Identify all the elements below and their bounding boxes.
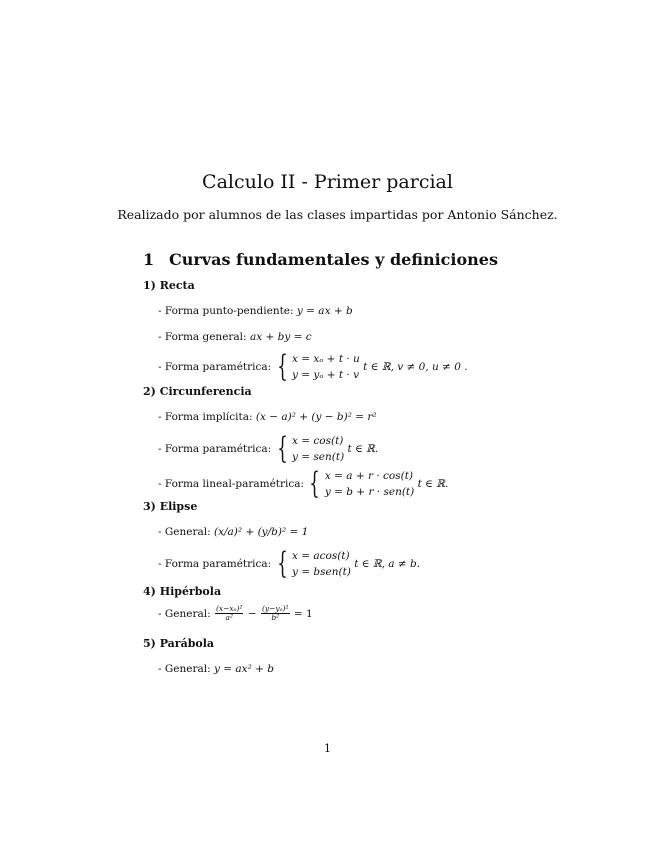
circ-param-line-1: x = cos(t) xyxy=(291,435,344,447)
circ-param-condition: t ∈ ℝ. xyxy=(347,443,379,455)
recta-punto-equation: y = ax + b xyxy=(296,305,353,317)
elipse-general-equation: (x/a)² + (y/b)² = 1 xyxy=(213,526,309,538)
recta-general-equation: ax + by = c xyxy=(249,331,312,343)
page-number: 1 xyxy=(324,742,331,755)
circ-lineal-system xyxy=(325,468,414,500)
left-brace-icon: { xyxy=(276,431,288,466)
left-brace-icon: { xyxy=(309,466,321,501)
hiperbola-frac-y-numerator: (y−yₒ)² xyxy=(261,604,289,613)
circ-param-system xyxy=(292,433,344,465)
recta-heading: 1) Recta xyxy=(143,279,195,292)
circ-lineal-line-2: y = b + r · sen(t) xyxy=(324,486,415,498)
section-title: Curvas fundamentales y definiciones xyxy=(169,250,498,269)
hiperbola-general-label: - General: xyxy=(158,607,211,620)
section-heading xyxy=(143,250,498,269)
elipse-general-label: - General: xyxy=(158,526,211,538)
hiperbola-general-rhs: = 1 xyxy=(293,607,313,620)
circ-param-line-2: y = sen(t) xyxy=(291,451,345,463)
parabola-general-label: - General: xyxy=(158,663,211,675)
parabola-heading: 5) Parábola xyxy=(143,637,215,650)
parabola-general xyxy=(158,663,274,675)
elipse-heading: 3) Elipse xyxy=(143,500,198,513)
recta-param-condition: t ∈ ℝ, v ≠ 0, u ≠ 0 . xyxy=(363,361,468,373)
hiperbola-fraction-y xyxy=(261,605,290,622)
hiperbola-general xyxy=(158,605,313,622)
circ-lineal-parametrica xyxy=(158,468,448,500)
hiperbola-frac-x-denominator: a² xyxy=(225,613,233,622)
circ-lineal-condition: t ∈ ℝ. xyxy=(417,478,449,490)
recta-parametrica xyxy=(158,351,468,383)
circ-implicita xyxy=(158,411,377,423)
section-number: 1 xyxy=(143,250,155,269)
elipse-param-line-1: x = acos(t) xyxy=(291,550,350,562)
left-brace-icon: { xyxy=(276,546,288,581)
recta-param-system xyxy=(292,351,360,383)
circ-lineal-label: - Forma lineal-paramétrica: xyxy=(158,478,305,490)
left-brace-icon: { xyxy=(276,349,288,384)
recta-punto-pendiente xyxy=(158,305,353,317)
circ-heading: 2) Circunferencia xyxy=(143,385,252,398)
hiperbola-frac-y-denominator: b² xyxy=(271,613,280,622)
recta-general-label: - Forma general: xyxy=(158,331,247,343)
parabola-general-equation: y = ax² + b xyxy=(213,663,274,675)
elipse-parametrica xyxy=(158,548,420,580)
circ-implicit-label: - Forma implícita: xyxy=(158,411,253,423)
recta-param-line-2: y = yₒ + t · v xyxy=(291,369,360,381)
minus-sign: − xyxy=(247,607,257,620)
hiperbola-fraction-x xyxy=(215,605,244,622)
elipse-general xyxy=(158,526,308,538)
recta-general xyxy=(158,331,312,343)
hiperbola-frac-x-numerator: (x−xₒ)² xyxy=(215,604,243,613)
document-title: Calculo II - Primer parcial xyxy=(202,171,453,193)
circ-parametrica xyxy=(158,433,378,465)
circ-implicit-equation: (x − a)² + (y − b)² = r² xyxy=(255,411,377,423)
recta-param-line-1: x = xₒ + t · u xyxy=(291,353,360,365)
recta-param-label: - Forma paramétrica: xyxy=(158,361,272,373)
circ-lineal-line-1: x = a + r · cos(t) xyxy=(324,470,414,482)
elipse-param-label: - Forma paramétrica: xyxy=(158,558,272,570)
hiperbola-heading: 4) Hipérbola xyxy=(143,585,222,598)
elipse-param-condition: t ∈ ℝ, a ≠ b. xyxy=(354,558,421,570)
circ-param-label: - Forma paramétrica: xyxy=(158,443,272,455)
elipse-param-line-2: y = bsen(t) xyxy=(291,566,351,578)
document-subtitle: Realizado por alumnos de las clases impartidas por Antonio Sánchez. xyxy=(117,207,558,222)
elipse-param-system xyxy=(292,548,351,580)
recta-punto-label: - Forma punto-pendiente: xyxy=(158,305,294,317)
